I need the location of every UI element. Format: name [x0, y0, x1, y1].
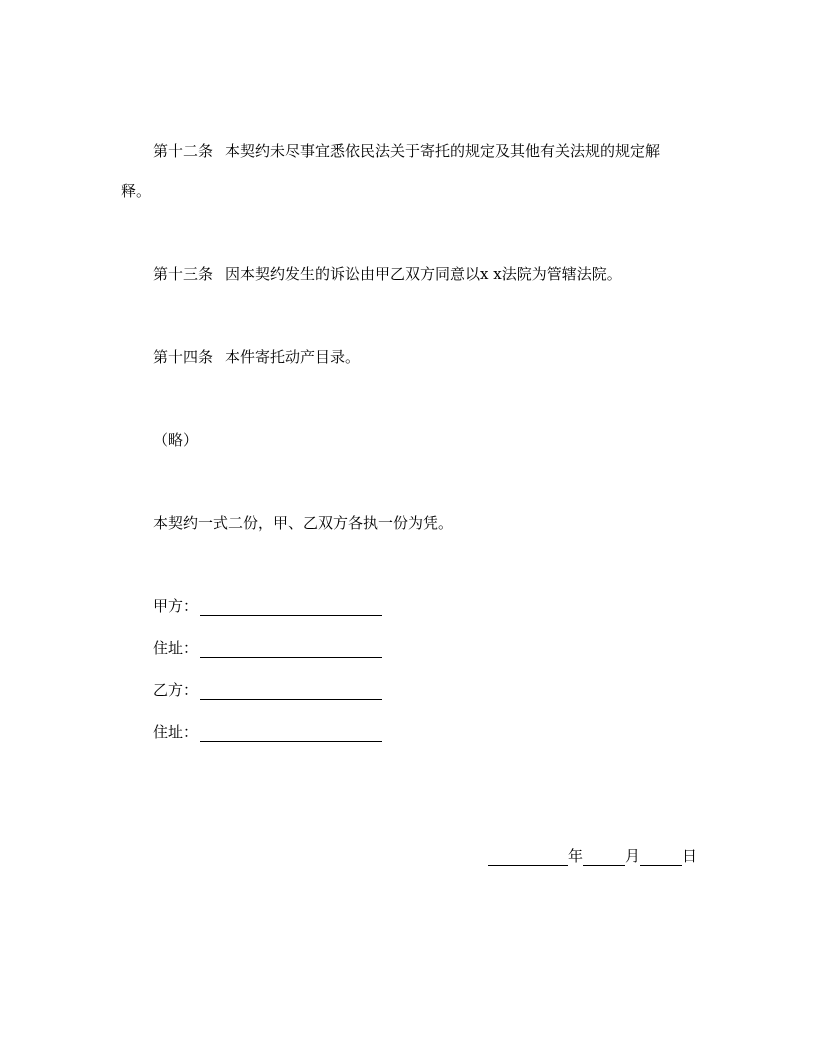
- party-a-label: 甲方：: [153, 597, 199, 615]
- copies-statement: 本契约一式二份，甲、乙双方各执一份为凭。: [153, 514, 454, 532]
- article-13-label: 第十三条: [153, 265, 214, 283]
- party-a-field: [153, 596, 382, 616]
- omitted-note: （略）: [153, 431, 199, 449]
- party-b-address-field: [153, 722, 382, 742]
- party-b-address-label: 住址：: [153, 723, 199, 741]
- article-14: [153, 347, 360, 367]
- party-b-field: [153, 680, 382, 700]
- article-14-label: 第十四条: [153, 348, 214, 366]
- month-label: 月: [625, 847, 641, 865]
- article-14-text: 本件寄托动产目录。: [225, 348, 361, 366]
- article-13-text: 因本契约发生的诉讼由甲乙双方同意以x x法院为管辖法院。: [225, 265, 622, 283]
- party-b-blank[interactable]: [200, 683, 382, 700]
- party-a-blank[interactable]: [200, 599, 382, 616]
- party-b-label: 乙方：: [153, 681, 199, 699]
- article-12: [153, 141, 660, 161]
- article-12-text-line1: 本契约未尽事宜悉依民法关于寄托的规定及其他有关法规的规定解: [225, 142, 661, 160]
- article-12-text-line2: 释。: [121, 182, 152, 200]
- day-label: 日: [682, 847, 698, 865]
- party-a-address-label: 住址：: [153, 639, 199, 657]
- article-12-label: 第十二条: [153, 142, 214, 160]
- article-12-continuation: [121, 181, 151, 201]
- party-a-address-blank[interactable]: [200, 641, 382, 658]
- year-blank[interactable]: [488, 849, 568, 866]
- article-13: [153, 264, 622, 284]
- party-b-address-blank[interactable]: [200, 725, 382, 742]
- month-blank[interactable]: [583, 849, 625, 866]
- year-label: 年: [568, 847, 584, 865]
- party-a-address-field: [153, 638, 382, 658]
- day-blank[interactable]: [640, 849, 682, 866]
- date-line: [488, 846, 697, 866]
